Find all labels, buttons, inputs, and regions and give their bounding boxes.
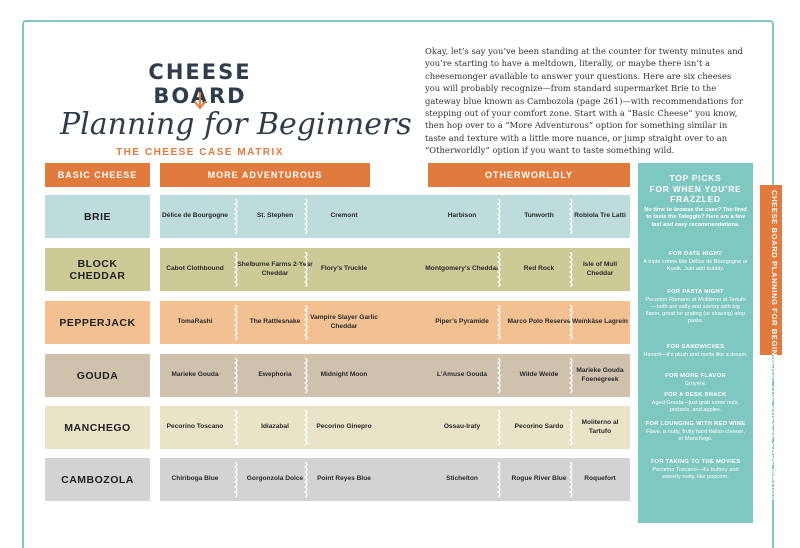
squiggle-divider <box>301 358 309 393</box>
otherworldly-cheese-cell: Roquefort <box>584 475 616 483</box>
sidebar-pick-heading: FOR SANDWICHES <box>666 344 725 350</box>
squiggle-divider <box>566 462 574 497</box>
adventurous-cheese-cell: The Rattlesnake <box>249 318 301 326</box>
squiggle-divider <box>231 358 239 393</box>
otherworldly-cheese-cell: Wilde Weide <box>519 371 559 379</box>
adventurous-cheese-cell: Pecorino Toscano <box>166 423 224 431</box>
matrix-row <box>45 301 630 344</box>
adventurous-cheese-cell: Midnight Moon <box>320 371 368 379</box>
otherworldly-cheese-cell: Moliterno al Tartufo <box>581 419 619 435</box>
sidebar-pick-body: Fiave, a nutty, fruity hard Italian cheese, or Manchego. <box>646 429 745 442</box>
sidebar-pick <box>643 251 748 273</box>
intro-paragraph: Okay, let’s say you’ve been standing at the counter for twenty minutes and you’re starting to have a meltdown, literally, or maybe there isn’t a cheesemonger available to answer your questions. Here are six cheeses you will probably recognize—from standard supermarket Brie to the gateway blue known as Cambozola (page 261)—with recommendations for stepping out of your comfort zone. Start with a “Basic Cheese” you know, then hop over to a “More Adventurous” option for something similar in taste and texture with a little more nuance, or jump straight over to an “Otherworldly” option if you want to taste something wild. <box>425 46 743 156</box>
sidebar-pick-heading: FOR A DESK SNACK <box>664 392 727 398</box>
squiggle-divider <box>301 252 309 287</box>
sidebar-pick-heading: FOR MORE FLAVOR <box>665 373 726 379</box>
squiggle-divider <box>566 305 574 340</box>
matrix-row <box>45 406 630 449</box>
otherworldly-cheese-cell: Weinkäse Lagrein <box>572 318 628 326</box>
otherworldly-cheese-cell: Tunworth <box>524 212 554 220</box>
otherworldly-cheese-cell: L’Amuse Gouda <box>436 371 488 379</box>
squiggle-divider <box>566 410 574 445</box>
recommendation-band <box>160 458 630 501</box>
basic-cheese-cell: MANCHEGO <box>45 406 150 449</box>
otherworldly-cheese-cell: Isle of Mull Cheddar <box>582 261 618 277</box>
sidebar-pick <box>643 373 748 388</box>
squiggle-divider <box>231 305 239 340</box>
basic-cheese-cell: BLOCK CHEDDAR <box>45 248 150 291</box>
sidebar-pick <box>643 421 748 443</box>
sidebar-pick-body: Pecorino Romano or Moliterno al Tartufo—both are salty and savory with big flavor, great for grating (or shaving) atop pasta. <box>645 297 746 324</box>
header-more-adventurous: MORE ADVENTUROUS <box>160 163 370 187</box>
adventurous-cheese-cell: St. Stephen <box>256 212 294 220</box>
matrix-subtitle: THE CHEESE CASE MATRIX <box>116 147 284 158</box>
basic-cheese-cell: PEPPERJACK <box>45 301 150 344</box>
sidebar-pick <box>643 344 748 359</box>
recommendation-band <box>160 354 630 397</box>
adventurous-cheese-cell: Flory’s Truckle <box>320 265 368 273</box>
basic-cheese-cell: GOUDA <box>45 354 150 397</box>
otherworldly-cheese-cell: Marco Polo Reserve <box>507 318 571 326</box>
squiggle-divider <box>494 305 502 340</box>
adventurous-cheese-cell: Shelburne Farms 2-Year Cheddar <box>237 261 313 277</box>
sidebar-pick-body: Pecorino Toscano—it’s buttery and sweetly nutty, like popcorn. <box>652 467 739 480</box>
squiggle-divider <box>231 199 239 234</box>
adventurous-cheese-cell: Délice de Bourgogne <box>162 212 228 220</box>
otherworldly-cheese-cell: Stichelton <box>446 475 478 483</box>
squiggle-divider <box>566 199 574 234</box>
sidebar-pick-heading: FOR LOUNGING WITH RED WINE <box>645 421 746 427</box>
squiggle-divider <box>566 358 574 393</box>
basic-cheese-cell: CAMBOZOLA <box>45 458 150 501</box>
sidebar-pick-body: Aged Gouda—just grab some nuts, pretzels, and apples. <box>651 400 740 413</box>
squiggle-divider <box>494 358 502 393</box>
matrix-row <box>45 248 630 291</box>
otherworldly-cheese-cell: Montgomery’s Cheddar <box>425 265 499 273</box>
adventurous-cheese-cell: Idiazabal <box>261 423 289 431</box>
header-basic-cheese: BASIC CHEESE <box>45 163 150 187</box>
otherworldly-cheese-cell: Ossau-Iraty <box>443 423 481 431</box>
squiggle-divider <box>231 252 239 287</box>
adventurous-cheese-cell: Pecorino Ginepro <box>316 423 372 431</box>
otherworldly-cheese-cell: Pecorino Sardo <box>514 423 564 431</box>
adventurous-cheese-cell: Marieke Gouda <box>171 371 219 379</box>
matrix-row <box>45 354 630 397</box>
basic-cheese-cell: BRIE <box>45 195 150 238</box>
recommendation-band <box>160 406 630 449</box>
adventurous-cheese-cell: Cremont <box>330 212 358 220</box>
adventurous-cheese-cell: Point Reyes Blue <box>317 475 371 483</box>
sidebar-title-text: TOP PICKS FOR WHEN YOU’RE FRAZZLED <box>649 173 742 204</box>
matrix-row <box>45 458 630 501</box>
cheese-board-title: CHEESE BOARD <box>148 60 252 108</box>
side-tab-text: CHEESE BOARD PLANNING FOR BEGINNERS: THE CHEESE CASE MATRIX <box>770 190 779 501</box>
adventurous-cheese-cell: Vampire Slayer Garlic Cheddar <box>310 314 378 330</box>
recommendation-band <box>160 195 630 238</box>
sidebar-pick <box>643 392 748 414</box>
adventurous-cheese-cell: TomaRashi <box>177 318 213 326</box>
squiggle-divider <box>494 199 502 234</box>
otherworldly-cheese-cell: Marieke Gouda Foenegreek <box>576 367 624 383</box>
header-otherworldly: OTHERWORLDLY <box>428 163 630 187</box>
sidebar-pick-body: A triple crème like Délice de Bourgogne or Kunik. Just add bubbly. <box>643 259 748 272</box>
sidebar-title <box>638 173 753 205</box>
squiggle-divider <box>301 410 309 445</box>
sidebar-pick-body: Havarti—it’s plush and melts like a dream. <box>643 352 748 358</box>
sidebar-intro: No time to browse the case? Too tired to taste the Taleggio? Here are a few fast and easy recommendations. <box>644 207 747 228</box>
squiggle-divider <box>231 410 239 445</box>
squiggle-divider <box>301 199 309 234</box>
planning-title: Planning for Beginners <box>60 107 412 142</box>
adventurous-cheese-cell: Ewephoria <box>258 371 292 379</box>
sidebar-pick-heading: FOR DATE NIGHT <box>668 251 723 257</box>
sidebar-pick-heading: FOR PASTA NIGHT <box>667 289 724 295</box>
adventurous-cheese-cell: Chiriboga Blue <box>171 475 219 483</box>
squiggle-divider <box>494 252 502 287</box>
matrix-row <box>45 195 630 238</box>
adventurous-cheese-cell: Gorgonzola Dolce <box>246 475 304 483</box>
otherworldly-cheese-cell: Red Rock <box>523 265 555 273</box>
squiggle-divider <box>566 252 574 287</box>
sidebar-pick <box>643 459 748 481</box>
otherworldly-cheese-cell: Piper’s Pyramide <box>435 318 489 326</box>
top-picks-sidebar <box>638 163 753 523</box>
sidebar-pick <box>643 289 748 325</box>
squiggle-divider <box>301 462 309 497</box>
adventurous-cheese-cell: Cabot Clothbound <box>166 265 224 273</box>
sidebar-pick-body: Gruyère. <box>684 381 707 387</box>
squiggle-divider <box>231 462 239 497</box>
otherworldly-cheese-cell: Robiola Tre Latti <box>574 212 626 220</box>
sidebar-pick-heading: FOR TAKING TO THE MOVIES <box>650 459 741 465</box>
recommendation-band <box>160 301 630 344</box>
otherworldly-cheese-cell: Rogue River Blue <box>511 475 567 483</box>
squiggle-divider <box>494 462 502 497</box>
squiggle-divider <box>301 305 309 340</box>
squiggle-divider <box>494 410 502 445</box>
recommendation-band <box>160 248 630 291</box>
otherworldly-cheese-cell: Harbison <box>447 212 477 220</box>
